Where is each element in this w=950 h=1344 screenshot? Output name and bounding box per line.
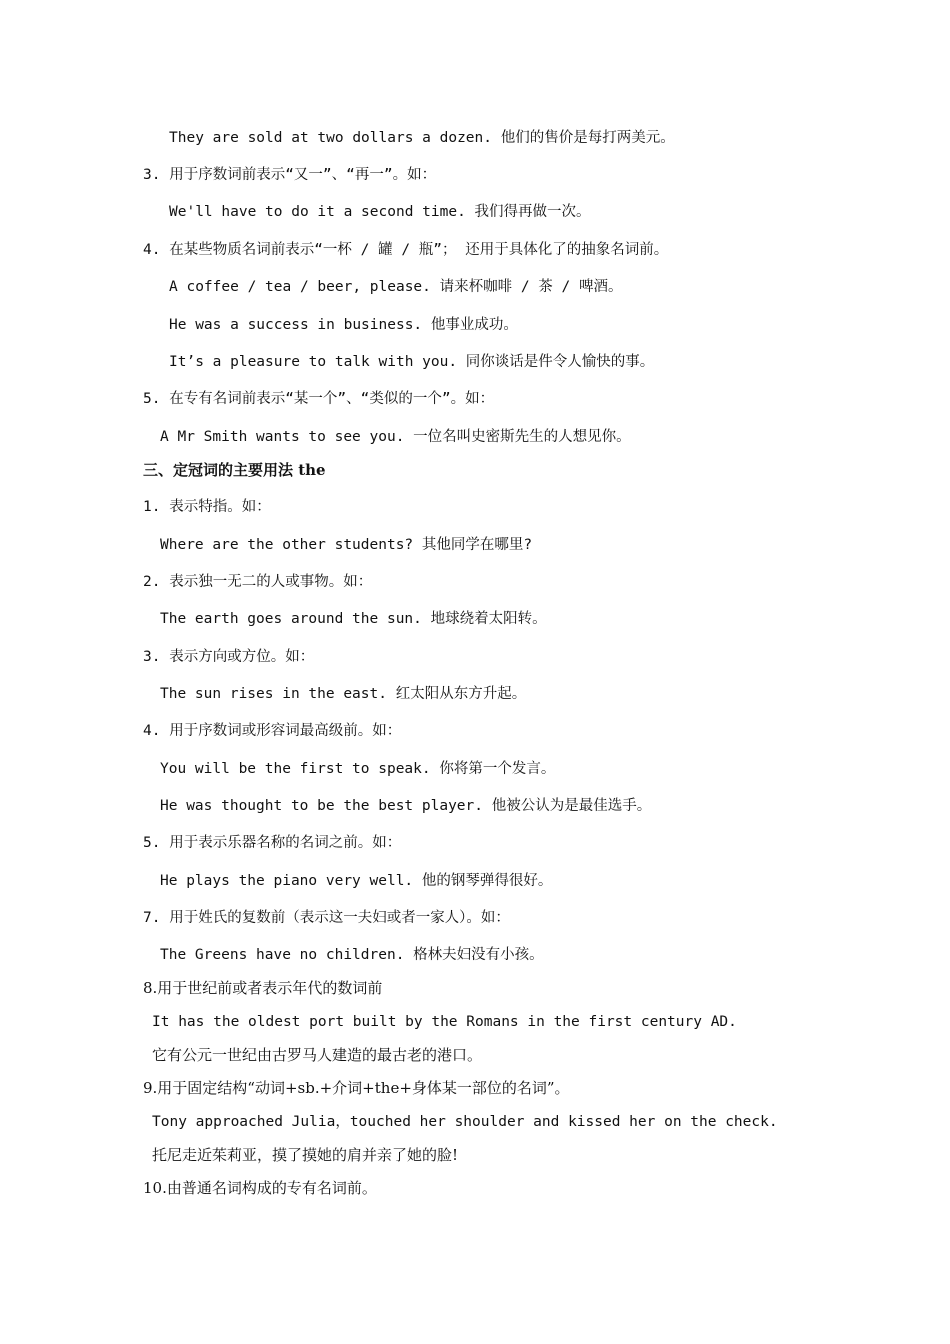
rule-item: 8.用于世纪前或者表示年代的数词前 — [143, 979, 383, 997]
example-line: He plays the piano very well. 他的钢琴弹得很好。 — [160, 873, 553, 889]
example-line: The Greens have no children. 格林夫妇没有小孩。 — [160, 947, 544, 963]
translation-line: 托尼走近茱莉亚，摸了摸她的肩并亲了她的脸! — [152, 1146, 459, 1164]
example-line: A Mr Smith wants to see you. 一位名叫史密斯先生的人想见你。 — [160, 429, 631, 445]
rule-item: 4. 用于序数词或形容词最高级前。如： — [143, 723, 402, 739]
rule-item: 4. 在某些物质名词前表示“一杯 / 罐 / 瓶”； 还用于具体化了的抽象名词前。 — [143, 242, 669, 258]
example-line: We'll have to do it a second time. 我们得再做一次。 — [169, 204, 591, 220]
rule-item: 10.由普通名词构成的专有名词前。 — [143, 1179, 377, 1197]
rule-item: 2. 表示独一无二的人或事物。如： — [143, 574, 373, 590]
rule-item: 3. 表示方向或方位。如： — [143, 649, 315, 665]
translation-line: 它有公元一世纪由古罗马人建造的最古老的港口。 — [152, 1046, 483, 1064]
example-line: It’s a pleasure to talk with you. 同你谈话是件令人愉快的事。 — [169, 354, 655, 370]
example-line: He was thought to be the best player. 他被公认为是最佳选手。 — [160, 798, 652, 814]
rule-item: 1. 表示特指。如： — [143, 499, 271, 515]
rule-item: 5. 用于表示乐器名称的名词之前。如： — [143, 835, 402, 851]
example-line: They are sold at two dollars a dozen. 他们的售价是每打两美元。 — [169, 130, 675, 146]
example-line: You will be the first to speak. 你将第一个发言。 — [160, 761, 556, 777]
rule-item: 3. 用于序数词前表示“又一”、“再一”。如： — [143, 167, 437, 183]
example-line: A coffee / tea / beer, please. 请来杯咖啡 / 茶 / 啤酒。 — [169, 279, 623, 295]
example-line: The earth goes around the sun. 地球绕着太阳转。 — [160, 611, 547, 627]
section-heading: 三、定冠词的主要用法 the — [143, 461, 326, 479]
rule-item: 9.用于固定结构“动词+sb.+介词+the+身体某一部位的名词”。 — [143, 1079, 570, 1097]
example-line: He was a success in business. 他事业成功。 — [169, 317, 518, 333]
example-line: It has the oldest port built by the Romans in the first century AD. — [152, 1014, 737, 1030]
rule-item: 7. 用于姓氏的复数前（表示这一夫妇或者一家人）。如： — [143, 910, 510, 926]
example-line: Where are the other students? 其他同学在哪里? — [160, 537, 533, 553]
example-line: The sun rises in the east. 红太阳从东方升起。 — [160, 686, 527, 702]
example-line: Tony approached Julia，touched her shoulder and kissed her on the check. — [152, 1114, 778, 1130]
rule-item: 5. 在专有名词前表示“某一个”、“类似的一个”。如： — [143, 391, 495, 407]
